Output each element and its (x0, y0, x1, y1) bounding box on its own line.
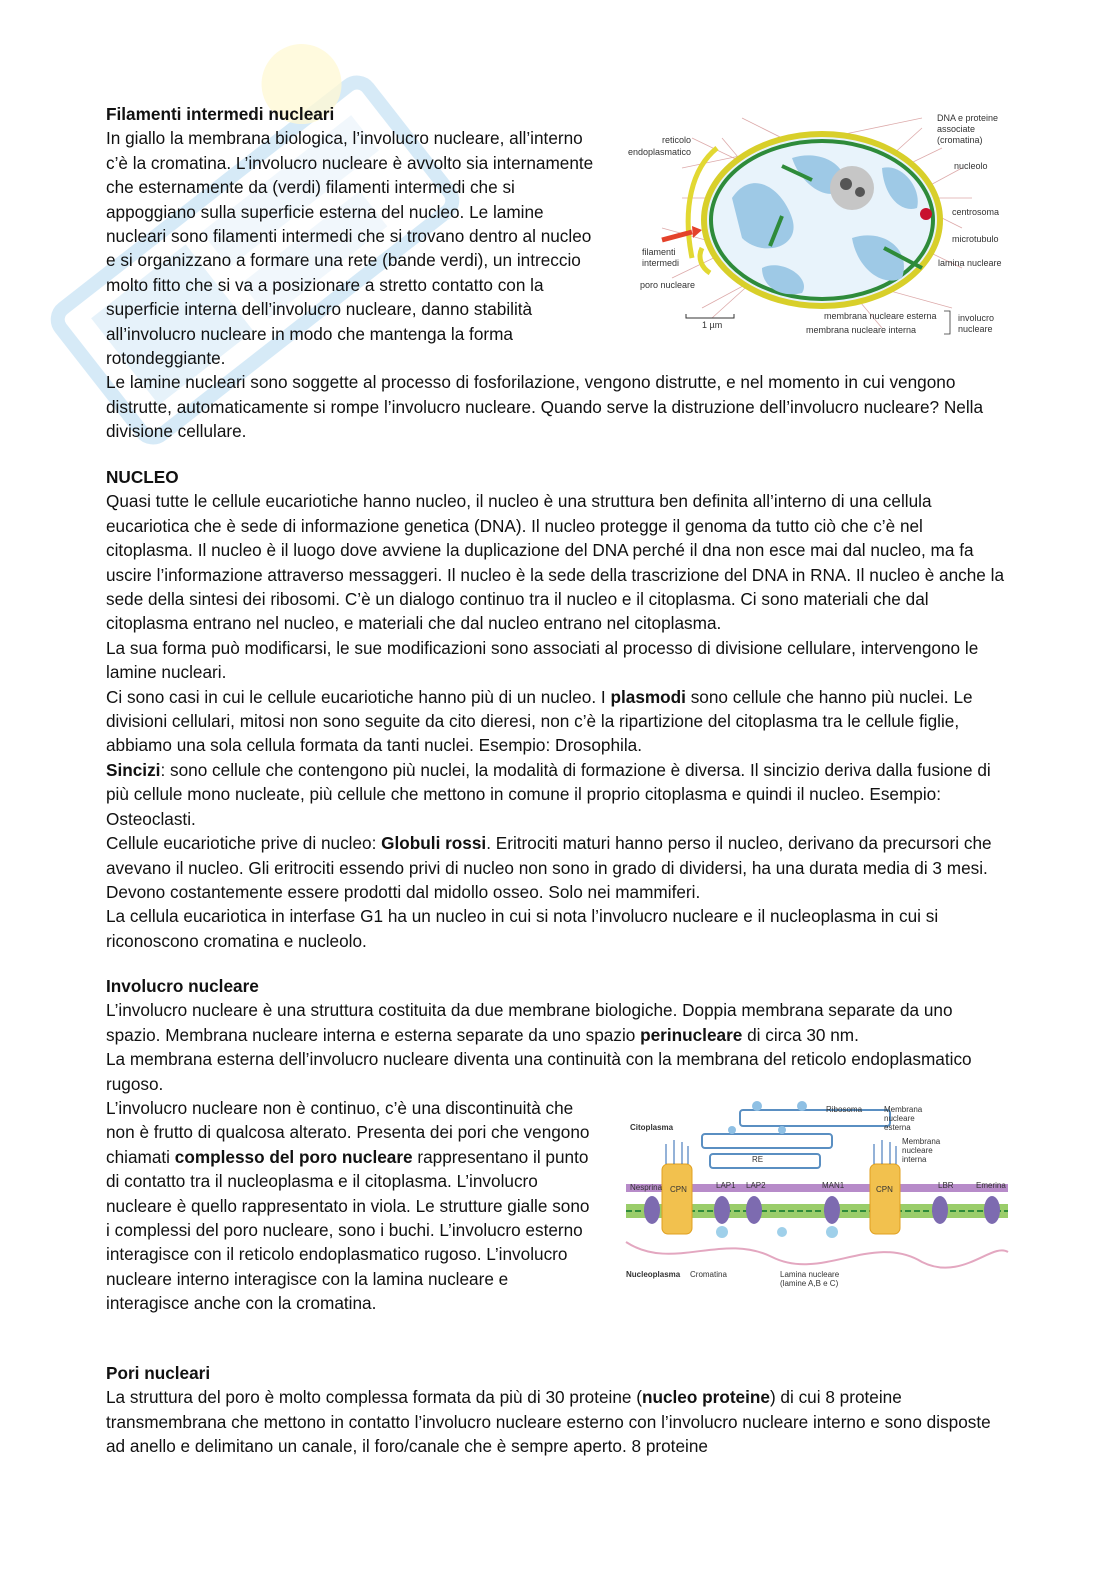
paragraph-nucleo-5: Cellule eucariotiche prive di nucleo: Globuli rossi. Eritrociti maturi hanno perso il nucleo, derivano da precursori che avevano il nucleo. Gli eritrociti essendo privi di nucleo non sono in grado di dividersi, ha una durata media di 3 mesi. Devono costantemente essere prodotti dal midollo osseo. Solo nei mammiferi. (106, 833, 992, 902)
heading-involucro: Involucro nucleare (106, 976, 259, 996)
label-lamina-nucleare: lamina nucleare (938, 258, 1002, 268)
label-dna-2: associate (937, 124, 976, 134)
paragraph-nucleo-4: Sincizi: sono cellule che contengono più nuclei, la modalità di formazione è diversa. Il sincizio deriva dalla fusione di più cellule mono nucleate, più cellule che mettono in comune il proprio citoplasma e quindi il nucleo. Esempio: Osteoclasti. (106, 759, 991, 829)
term-complesso-poro: complesso del poro nucleare (174, 1146, 413, 1167)
paragraph-nucleo-6: La cellula eucariotica in interfase G1 ha un nucleo in cui si nota l’involucro nucleare e il nucleoplasma in cui si riconoscono cromatina e nucleolo. (106, 906, 939, 951)
label-citoplasma: Citoplasma (630, 1123, 674, 1132)
label-cpn-1: CPN (670, 1185, 687, 1194)
label-man1: MAN1 (822, 1181, 845, 1190)
label-nucleoplasma: Nucleoplasma (626, 1270, 681, 1279)
label-re: RE (752, 1155, 764, 1164)
section-pori (106, 1361, 1011, 1459)
label-scale: 1 µm (702, 320, 723, 330)
envelope-diagram (622, 1092, 1014, 1292)
label-membrana-esterna-2: nucleare (884, 1114, 915, 1123)
paragraph-nucleo-1: Quasi tutte le cellule eucariotiche hanno nucleo, il nucleo è una struttura ben definita all’interno di una cellula eucariotica che è sede di informazione genetica (DNA). Il nucleo protegge il genoma da tutto ciò che c’è nel citoplasma. Il nucleo è il luogo dove avviene la duplicazione del DNA perché il dna non esce mai dal nucleo, ma fa uscire l’informazione attraverso messaggeri. Il nucleo è la sede della trascrizione del DNA in RNA. Il nucleo è anche la sede della sintesi dei ribosomi. C’è un dialogo continuo tra il nucleo e il citoplasma. Ci sono materiali che dal citoplasma entrano nel nucleo, e materiali che dal nucleo entrano nel citoplasma. (106, 491, 1005, 634)
label-cromatina: Cromatina (690, 1270, 727, 1279)
term-globuli-rossi: Globuli rossi (381, 833, 487, 854)
paragraph-nucleo-2: La sua forma può modificarsi, le sue modificazioni sono associati al processo di divisione cellulare, intervengono le lamine nucleari. (106, 637, 979, 683)
label-membrana-interna-2: nucleare (902, 1146, 933, 1155)
term-sincizi: Sincizi (106, 759, 161, 780)
label-nucleolo: nucleolo (954, 161, 988, 171)
label-lap2: LAP2 (746, 1181, 766, 1190)
paragraph-nucleo-3: Ci sono casi in cui le cellule eucariotiche hanno più di un nucleo. I plasmodi sono cellule che hanno più nuclei. Le divisioni cellulari, mitosi non sono seguite da cito dieresi, non c’è la ripartizione del citoplasma tra le cellule figlie, abbiamo una sola cellula formata da tanti nuclei. Esempio: Drosophila. (106, 686, 973, 756)
nucleus-diagram (622, 108, 1014, 340)
heading-pori: Pori nucleari (106, 1363, 211, 1383)
paragraph-filamenti-2: Le lamine nucleari sono soggette al processo di fosforilazione, vengono distrutte, e nel momento in cui vengono distrutte, automaticamente si rompe l’involucro nucleare. Quando serve la distruzione dell’involucro nucleare? Nella divisione cellulare. (106, 372, 984, 442)
paragraph-involucro-3: L’involucro nucleare non è continuo, c’è una discontinuità che non è frutto di qualcosa alterato. Presenta dei pori che vengono chiamati complesso del poro nucleare rappresentano il punto di contatto tra il nucleoplasma e il citoplasma. L’involucro nucleare è quello rappresentato in viola. Le strutture gialle sono i complessi del poro nucleare, sono i buchi. L’involucro esterno interagisce con il reticolo endoplasmatico rugoso. L’involucro nucleare interno interagisce con la lamina nucleare e interagisce anche con la cromatina. (106, 1098, 590, 1314)
paragraph-involucro-1: L’involucro nucleare è una struttura costituita da due membrane biologiche. Doppia membrana separate da uno spazio. Membrana nucleare interna e esterna separate da uno spazio perinucleare di circa 30 nm. (106, 1000, 953, 1045)
label-nesprina: Nesprina (630, 1183, 663, 1192)
label-membrana-esterna-1: Membrana (884, 1105, 923, 1114)
label-filamenti: filamenti (642, 247, 676, 257)
term-perinucleare: perinucleare (640, 1024, 743, 1045)
label-lamina-1: Lamina nucleare (780, 1270, 840, 1279)
label-involucro-2: nucleare (958, 324, 993, 334)
label-membrana-interna-1: Membrana (902, 1137, 941, 1146)
label-membrana-esterna: membrana nucleare esterna (824, 311, 937, 321)
label-microtubulo: microtubulo (952, 234, 999, 244)
label-lbr: LBR (938, 1181, 954, 1190)
label-centrosoma: centrosoma (952, 207, 1000, 217)
paragraph-involucro-2: La membrana esterna dell’involucro nucleare diventa una continuità con la membrana del reticolo endoplasmatico rugoso. (106, 1049, 972, 1094)
label-ribosoma: Ribosoma (826, 1105, 863, 1114)
paragraph-filamenti-1: In giallo la membrana biologica, l’involucro nucleare, all’interno c’è la cromatina. L’involucro nucleare è avvolto sia internamente che esternamente da (verdi) filamenti intermedi che si appoggiano sulla superficie esterna del nucleo. Le lamine nucleari sono filamenti intermedi che si trovano dentro al nucleo e si organizzano a formare una rete (bande verdi), un intreccio molto fitto che si va a posizionare a stretto contatto con la superficie interna dell’involucro nucleare, danno stabilità all’involucro nucleare in modo che mantenga la forma rotondeggiante. (106, 128, 594, 369)
label-dna-3: (cromatina) (937, 135, 983, 145)
heading-nucleo: NUCLEO (106, 467, 179, 487)
label-dna-1: DNA e proteine (937, 113, 999, 123)
label-involucro-1: involucro (958, 313, 995, 323)
section-nucleo (106, 465, 1011, 953)
label-cpn-2: CPN (876, 1185, 893, 1194)
paragraph-pori-1: La struttura del poro è molto complessa formata da più di 30 proteine (nucleo proteine) di cui 8 proteine transmembrana che mettono in contatto l’involucro nucleare esterno con l’involucro nucleare interno e sono disposte ad anello e delimitano un canale, il foro/canale che è sempre aperto. 8 proteine (106, 1387, 991, 1457)
term-nucleo-proteine: nucleo proteine (641, 1387, 770, 1408)
heading-filamenti: Filamenti intermedi nucleari (106, 104, 335, 124)
label-poro-nucleare: poro nucleare (640, 280, 696, 290)
label-emerina: Emerina (976, 1181, 1006, 1190)
label-endoplasmatico: endoplasmatico (628, 147, 692, 157)
label-membrana-interna-3: interna (902, 1155, 927, 1164)
label-intermedi: intermedi (642, 258, 680, 268)
label-membrana-esterna-3: esterna (884, 1123, 911, 1132)
label-membrana-interna: membrana nucleare interna (806, 325, 917, 335)
label-reticolo: reticolo (662, 135, 692, 145)
label-lamina-2: (lamine A,B e C) (780, 1279, 839, 1288)
term-plasmodi: plasmodi (610, 686, 686, 707)
label-lap1: LAP1 (716, 1181, 736, 1190)
